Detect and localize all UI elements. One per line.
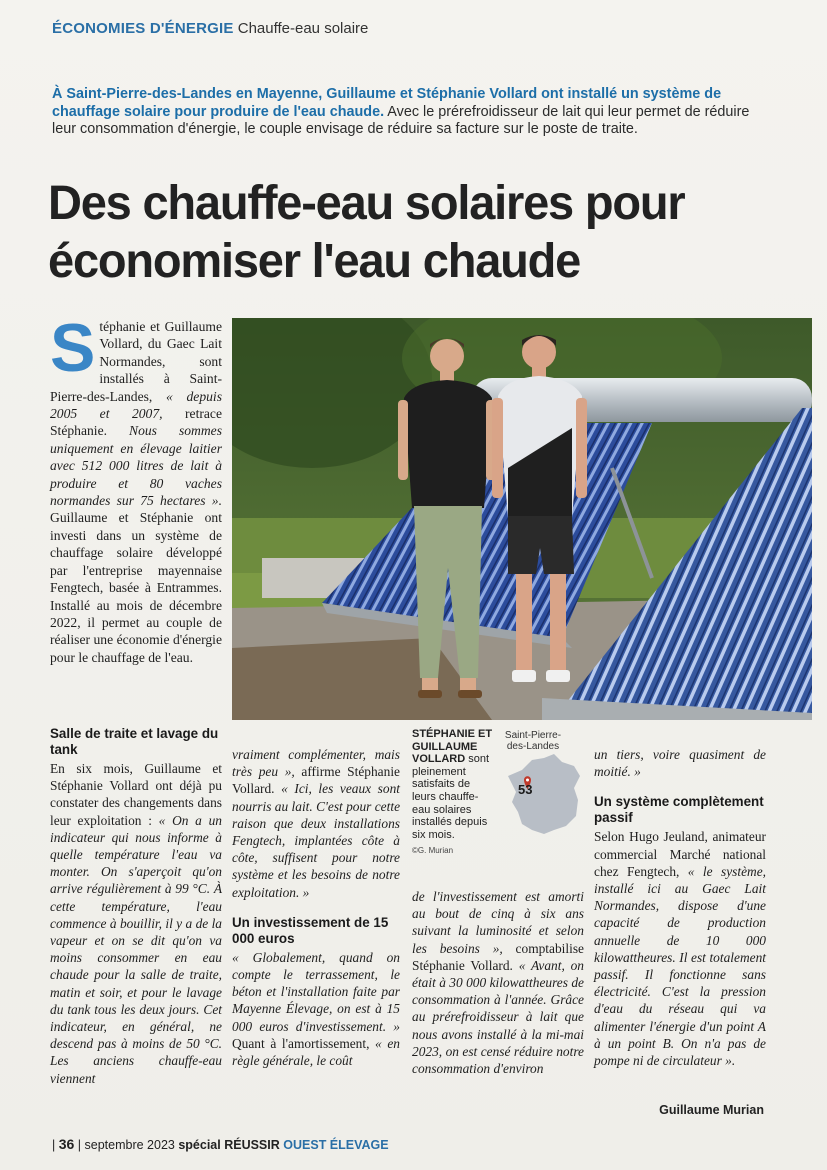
article-title: Des chauffe-eau solaires pour économiser l'eau chaude	[48, 174, 685, 288]
footer-separator: |	[52, 1138, 59, 1152]
author-signature: Guillaume Murian	[659, 1103, 764, 1117]
col3-quote-1: vraiment complémenter, mais très peu »,	[232, 747, 400, 780]
page-number: 36	[58, 1136, 75, 1152]
intro-lead: À Saint-Pierre-des-Landes en Mayenne, Guillaume et Stéphanie Vollard ont installé un système de chauffage solaire pour produire de l'eau chaude.	[52, 86, 722, 120]
col5-text-1: Selon Hugo Jeuland, animateur commercial Marché national chez Fengtech,	[594, 829, 766, 879]
col1-quote-1: « depuis 2005 et 2007,	[50, 388, 222, 422]
intro-rest: Avec le prérefroidisseur de lait qui leur permet de réduire leur consommation d'énergie, le couple envisage de réduire sa facture sur le poste de traite.	[52, 103, 750, 137]
map-location-label: Saint-Pierre-des-Landes	[504, 730, 562, 752]
col1-text-3: Guillaume et Stéphanie ont investi dans un système de chauffage solaire développé par l'entreprise mayennaise Fengtech, basée à Entrammes. Installé au mois de décembre 2022, il permet au couple de réaliser une économie d'énergie pour le chauffage de l'eau.	[50, 510, 222, 665]
subhead-salle-de-traite: Salle de traite et lavage du tank	[50, 726, 219, 757]
column-2	[50, 726, 222, 1087]
column-1	[50, 310, 222, 666]
caption-text: sont pleinement satisfaits de leurs chauffe-eau solaires installés depuis six mois.	[412, 753, 490, 841]
col3-quote-2: « Ici, les veaux sont nourris au lait. C'est pour cette raison que deux installations Fengtech, implantées côte à côte, suffisent pour notre système et les besoins de notre exploitation. »	[232, 781, 401, 900]
drop-cap: S	[50, 310, 96, 386]
col3-text-1: affirme Stéphanie Vollard.	[232, 764, 400, 797]
col2-text-1: En six mois, Guillaume et Stéphanie Vollard ont déjà pu constater des changements dans leur exploitation :	[50, 761, 222, 828]
col2-quote-1: « On a un indicateur qui nous informe à quelle température l'eau va monter. On s'aperçoit qu'on arrive régulièrement à 99 °C. À cette température, l'eau commence à bouillir, il y a de la vapeur et on se dit qu'on va moins consommer en eau chaude pour la salle de traite, matin et soir, et pour le lavage du tank tous les deux jours. Cet indicateur, en général, ne descend pas à moins de 50 °C. Les anciens chauffe-eau viennent	[50, 812, 222, 1086]
magazine-edition: OUEST ÉLEVAGE	[283, 1138, 389, 1152]
magazine-name: spécial RÉUSSIR	[178, 1138, 280, 1152]
column-5	[594, 746, 766, 1069]
section-header	[52, 20, 368, 37]
col3-quote-3: « Globalement, quand on compte le terrassement, le béton et l'installation faite par Mayenne Élevage, on est à 15 000 euros d'investissement. »	[232, 949, 400, 1034]
photo-illustration	[232, 318, 812, 720]
col1-text-1: téphanie et Guillaume Vollard, du Gaec Lait Normandes, sont installés à Saint-Pierre-des-Landes,	[50, 319, 222, 404]
subhead-investissement: Un investissement de 15 000 euros	[232, 914, 389, 946]
page-footer	[52, 1136, 389, 1152]
col3-text-2: Quant à l'amortissement,	[232, 1035, 370, 1051]
column-3	[232, 746, 400, 1069]
col4-text-1: comptabilise Stéphanie Vollard.	[412, 940, 584, 973]
col4-quote-1: de l'investissement est amorti au bout de cinq à six ans suivant la luminosité et selon les besoins »,	[412, 889, 584, 956]
intro-paragraph	[52, 86, 772, 139]
col1-text-2: retrace Stéphanie.	[50, 406, 222, 439]
subsection-name: Chauffe-eau solaire	[237, 20, 369, 37]
footer-separator: |	[74, 1138, 85, 1152]
col4-quote-2: « Avant, on était à 30 000 kilowattheures de consommation à l'année. Grâce au prérefroidisseur à lait que nous avons installé à la mi-mai 2023, on est censé réduire notre consommation d'environ	[412, 957, 585, 1077]
map-department-number: 53	[518, 782, 533, 797]
column-4	[412, 888, 584, 1077]
photo-credit: ©G. Murian	[412, 846, 454, 856]
photo-caption	[412, 728, 496, 858]
col1-quote-2: Nous sommes uniquement en élevage laitier avec 512 000 litres de lait à produire et 80 vaches normandes sur 75 hectares ».	[50, 423, 222, 509]
caption-names: STÉPHANIE ET GUILLAUME VOLLARD	[412, 728, 493, 766]
col5-quote-2: « le système, installé ici au Gaec Lait Normandes, dispose d'une capacité de production annuelle de 10 000 kilowattheures. Il est totalement passif. Il fonctionne sans électricité. C'est la pression d'eau du réseau qui va alimenter l'énergie d'un point A à un point B. On n'a pas de pompe ni de circulateur ».	[594, 863, 766, 1069]
issue-date: septembre 2023	[84, 1138, 175, 1152]
subhead-systeme-passif: Un système complètement passif	[594, 794, 764, 826]
col3-quote-4: « en règle générale, le coût	[232, 1035, 400, 1069]
col5-quote-1: un tiers, voire quasiment de moitié. »	[594, 747, 766, 780]
section-name: ÉCONOMIES D'ÉNERGIE	[52, 20, 234, 37]
article-photo	[232, 318, 812, 720]
